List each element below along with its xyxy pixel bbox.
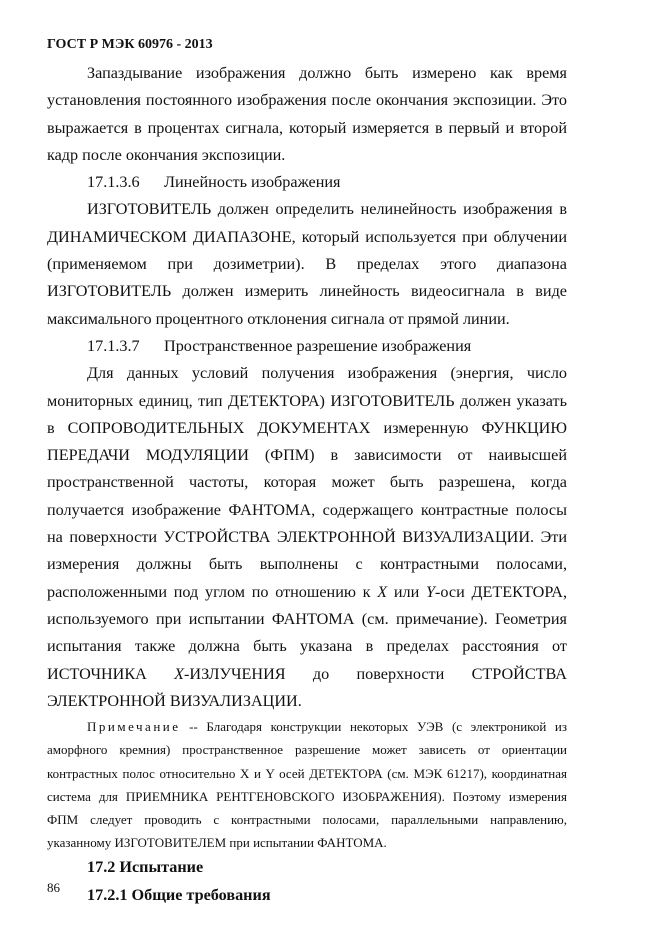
section-number: 17.1.3.6	[87, 173, 140, 192]
heading-general-requirements: 17.2.1 Общие требования	[87, 885, 271, 904]
axis-y: Y	[426, 582, 436, 601]
x-radiation-x: X	[174, 664, 185, 683]
page-number: 86	[47, 880, 60, 895]
note-text: -- Благодаря конструкции некоторых УЭВ (с электроникой из аморфного кремния) пространственное разрешение может зависеть от ориентации контрастных полос относительно X и Y осей ДЕТЕКТОРА (см. МЭК 61217), координатная система для ПРИЕМНИКА РЕНТГЕНОВСКОГО ИЗОБРАЖЕНИЯ). Поэтому измерения ФПМ следует проводить с контрастными полосами, параллельными направлению, указанному ИЗГОТОВИТЕЛЕМ при испытании ФАНТОМА.	[47, 719, 567, 851]
text-run: -оси ДЕТЕКТОРА, используемого при испытании ФАНТОМА (см. примечание). Геометрия испытания также должна быть указана в пределах расстояния от ИСТОЧНИКА	[47, 582, 567, 683]
document-header: ГОСТ Р МЭК 60976 - 2013	[47, 37, 213, 52]
section-title: Пространственное разрешение изображения	[164, 336, 472, 355]
text-run: -ИЗЛУЧЕНИЯ до поверхности СТРОЙСТВА ЭЛЕКТРОННОЙ ВИЗУАЛИЗАЦИИ.	[47, 664, 567, 710]
paragraph-resolution	[47, 360, 567, 715]
paragraph-image-lag: Запаздывание изображения должно быть измерено как время установления постоянного изображения после окончания экспозиции. Это выражается в процентах сигнала, который измеряется в первый и второй кадр после окончания экспозиции.	[47, 64, 567, 164]
document-body	[47, 60, 567, 909]
section-heading-linearity	[47, 169, 567, 196]
section-number: 17.1.3.7	[87, 336, 140, 355]
note-label: Примечание	[87, 719, 181, 735]
note	[47, 715, 567, 854]
section-title: Линейность изображения	[164, 173, 341, 192]
text-run: Для данных условий получения изображения (энергия, число мониторных единиц, тип ДЕТЕКТОРА) ИЗГОТОВИТЕЛЬ должен указать в СОПРОВОДИТЕЛЬНЫХ ДОКУМЕНТАХ измеренную ФУНКЦИЮ ПЕРЕДАЧИ МОДУЛЯЦИИ (ФПМ) в зависимости от наивысшей пространственной частоты, которая может быть разрешена, когда получается изображение ФАНТОМА, содержащего контрастные полосы на поверхности УСТРОЙСТВА ЭЛЕКТРОННОЙ ВИЗУАЛИЗАЦИИ. Эти измерения должны быть выполнены с контрастными полосами, расположенными под углом по отношению к	[47, 364, 567, 601]
text-run: или	[387, 582, 426, 601]
heading-testing: 17.2 Испытание	[87, 858, 204, 877]
paragraph-linearity: ИЗГОТОВИТЕЛЬ должен определить нелинейность изображения в ДИНАМИЧЕСКОМ ДИАПАЗОНЕ, который используется при облучении (применяемом при дозиметрии). В пределах этого диапазона ИЗГОТОВИТЕЛЬ должен измерить линейность видеосигнала в виде максимального процентного отклонения сигнала от прямой линии.	[47, 200, 567, 328]
section-heading-resolution	[47, 333, 567, 360]
axis-x: X	[377, 582, 388, 601]
